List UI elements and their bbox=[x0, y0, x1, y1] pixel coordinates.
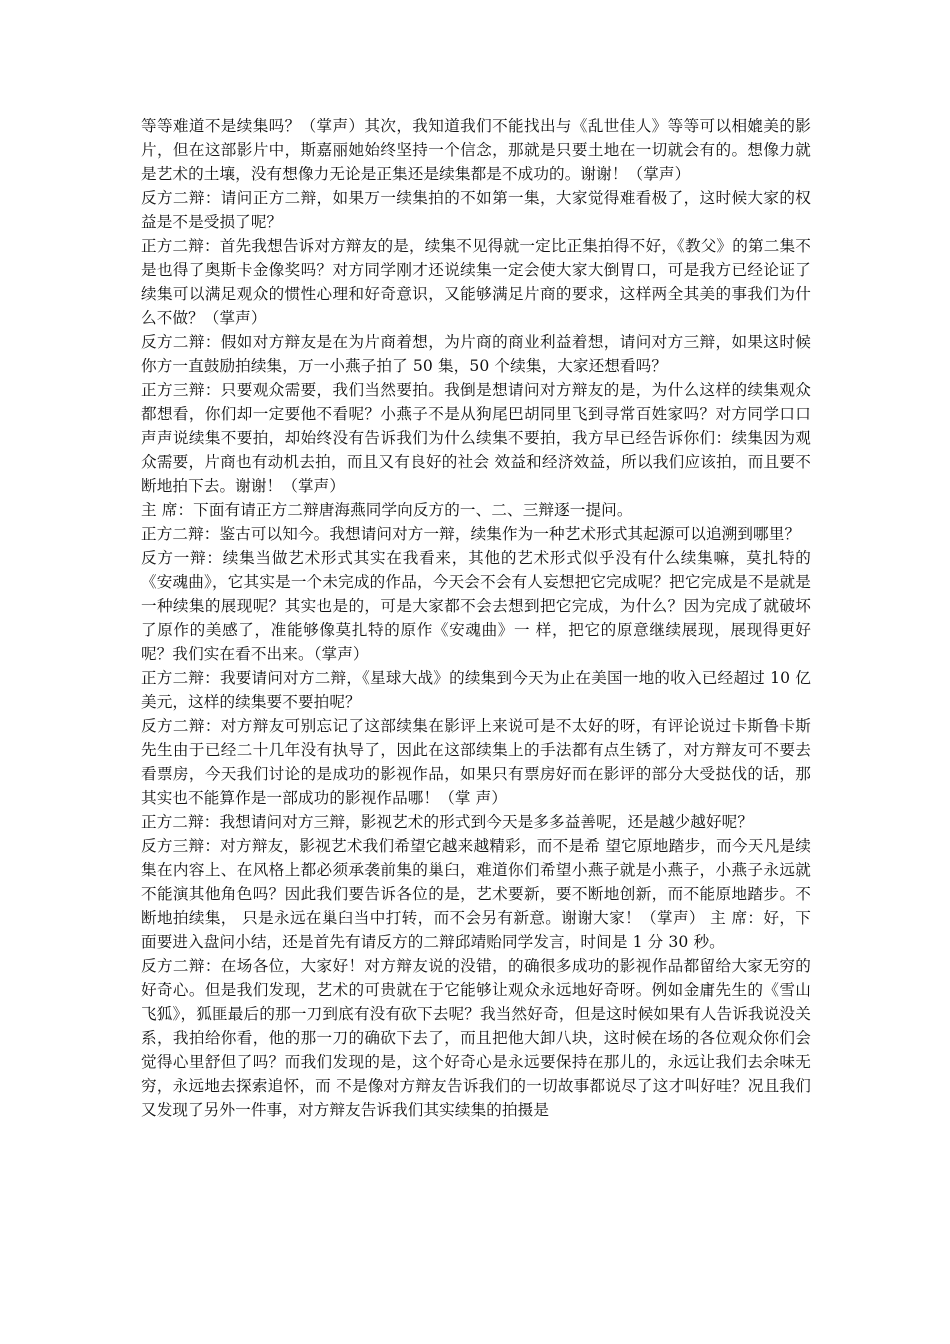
paragraph-pro-second-answer: 正方二辩：首先我想告诉对方辩友的是，续集不见得就一定比正集拍得不好，《教父》的第二集不是也得了奥斯卡金像奖吗？对方同学刚才还说续集一定会使大家大倒胃口，可是我方已经论证了续集可以满足观众的惯性心理和好奇意识，又能够满足片商的要求，这样两全其美的事我们为什么不做？（掌声） bbox=[141, 237, 811, 327]
paragraph-con-second-question: 反方二辩：请问正方二辩，如果万一续集拍的不如第一集，大家觉得难看极了，这时候大家的权益是不是受损了呢？ bbox=[141, 189, 811, 231]
paragraph-opening-remarks: 等等难道不是续集吗？（掌声）其次，我知道我们不能找出与《乱世佳人》等等可以相媲美的影片，但在这部影片中，斯嘉丽她始终坚持一个信念，那就是只要土地在一切就会有的。想像力就是艺术的土壤，没有想像力无论是正集还是续集都是不成功的。谢谢！（掌声） bbox=[141, 117, 811, 183]
paragraph-con-second-answer: 反方二辩：对方辩友可别忘记了这部续集在影评上来说可是不太好的呀，有评论说过卡斯鲁卡斯先生由于已经二十几年没有执导了，因此在这部续集上的手法都有点生锈了，对方辩友可不要去看票房，今天我们讨论的是成功的影视作品，如果只有票房好而在影评的部分大受挞伐的话，那其实也不能算作是一部成功的影视作品哪！（掌 声） bbox=[141, 717, 811, 807]
paragraph-pro-third-answer: 正方三辩：只要观众需要，我们当然要拍。我倒是想请问对方辩友的是，为什么这样的续集观众都想看，你们却一定要他不看呢？小燕子不是从狗尾巴胡同里飞到寻常百姓家吗？对方同学口口声声说续集不要拍，却始终没有告诉我们为什么续集不要拍，我方早已经告诉你们：续集因为观众需要，片商也有动机去拍，而且又有良好的社会 效益和经济效益，所以我们应该拍，而且要不断地拍下去。谢谢！（掌声） bbox=[141, 381, 811, 495]
document-page bbox=[141, 114, 811, 1122]
paragraph-con-second-question-2: 反方二辩：假如对方辩友是在为片商着想，为片商的商业利益着想，请问对方三辩，如果这时候你方一直鼓励拍续集，万一小燕子拍了 50 集，50 个续集，大家还想看吗？ bbox=[141, 333, 811, 375]
paragraph-pro-second-question-3: 正方二辩：我想请问对方三辩，影视艺术的形式到今天是多多益善呢，还是越少越好呢？ bbox=[141, 813, 754, 831]
paragraph-pro-second-question-1: 正方二辩：鉴古可以知今。我想请问对方一辩，续集作为一种艺术形式其起源可以追溯到哪里？ bbox=[141, 525, 801, 543]
paragraph-con-first-answer: 反方一辩：续集当做艺术形式其实在我看来，其他的艺术形式似乎没有什么续集嘛，莫扎特的《安魂曲》，它其实是一个未完成的作品，今天会不会有人妄想把它完成呢？把它完成是不是就是一种续集的展现呢？其实也是的，可是大家都不会去想到把它完成，为什么？因为完成了就破坏了原作的美感了，准能够像莫扎特的原作《安魂曲》一 样，把它的原意继续展现，展现得更好呢？我们实在看不出来。（掌声） bbox=[141, 549, 811, 663]
paragraph-pro-second-question-2: 正方二辩：我要请问对方二辩，《星球大战》的续集到今天为止在美国一地的收入已经超过 10 亿美元，这样的续集要不要拍呢？ bbox=[141, 669, 811, 711]
paragraph-chair-announcement: 主 席：下面有请正方二辩唐海燕同学向反方的一、二、三辩逐一提问。 bbox=[141, 501, 633, 519]
paragraph-con-second-summary: 反方二辩：在场各位，大家好！对方辩友说的没错，的确很多成功的影视作品都留给大家无穷的好奇心。但是我们发现，艺术的可贵就在于它能够让观众永远地好奇呀。例如金庸先生的《雪山飞狐》，狐匪最后的那一刀到底有没有砍下去呢？我当然好奇，但是这时候如果有人告诉我说没关系，我拍给你看，他的那一刀的确砍下去了，而且把他大卸八块，这时候在场的各位观众你们会觉得心里舒但了吗？而我们发现的是，这个好奇心是永远要保持在那儿的，永远让我们去余味无穷，永远地去探索追怀，而 不是像对方辩友告诉我们的一切故事都说尽了这才叫好哇？况且我们又发现了另外一件事，对方辩友告诉我们其实续集的拍摄是 bbox=[141, 957, 811, 1119]
paragraph-con-third-answer: 反方三辩：对方辩友，影视艺术我们希望它越来越精彩，而不是希 望它原地踏步，而今天凡是续集在内容上、在风格上都必须承袭前集的巢臼，难道你们希望小燕子就是小燕子，小燕子永远就不能演其他角色吗？因此我们要告诉各位的是，艺术要新，要不断地创新，而不能原地踏步。不断地拍续集， 只是永远在巢臼当中打转，而不会另有新意。谢谢大家！（掌声） 主 席：好，下面要进入盘问小结，还是首先有请反方的二辩邱靖贻同学发言，时间是 1 分 30 秒。 bbox=[141, 837, 811, 951]
